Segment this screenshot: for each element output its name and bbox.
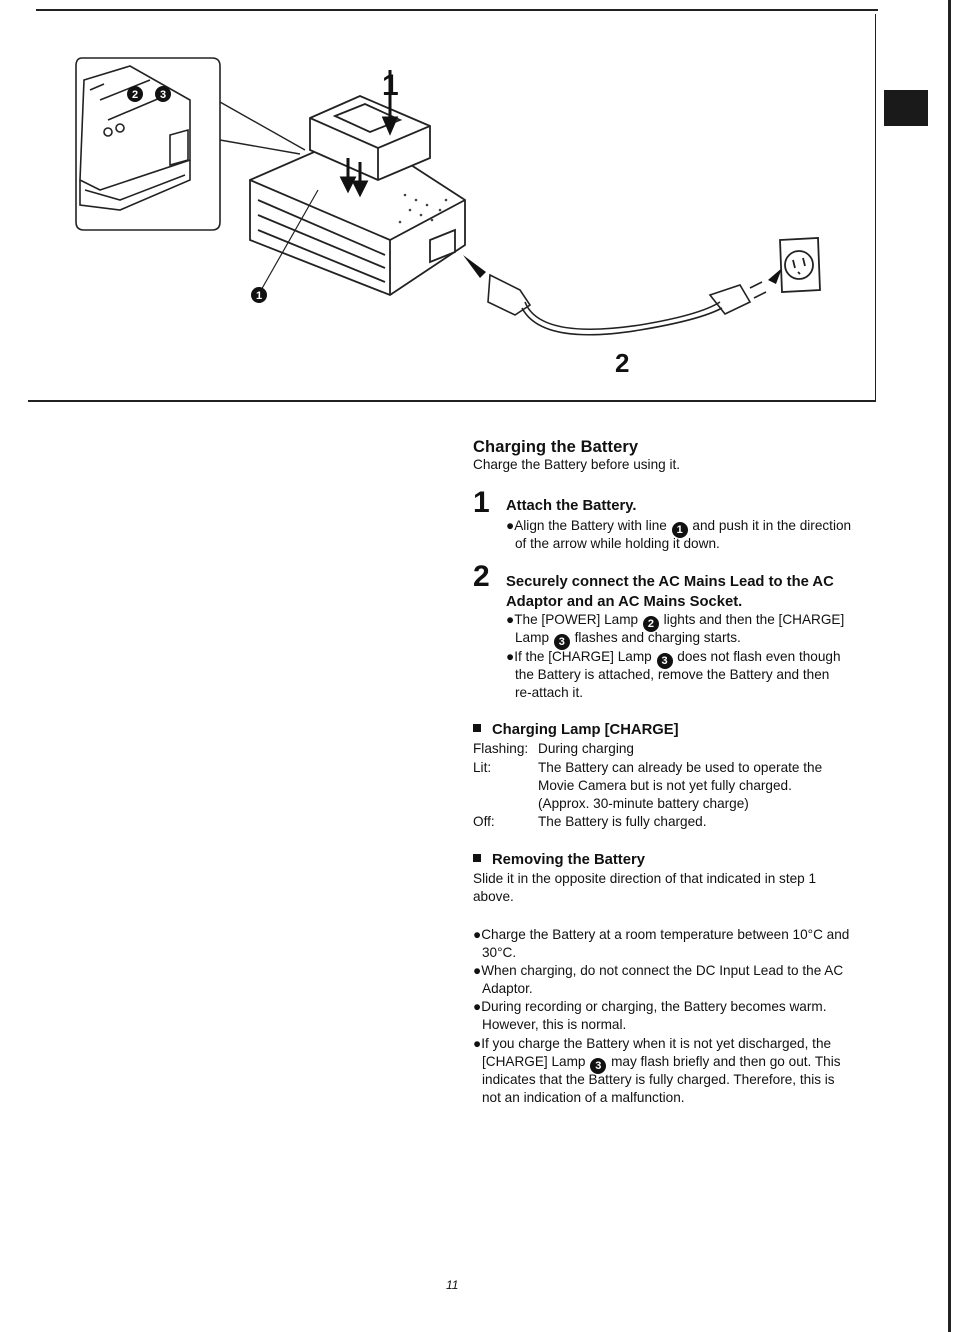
step2-bullet2-line3: re-attach it. bbox=[515, 685, 583, 700]
removing-heading bbox=[473, 850, 645, 870]
ac-mains-socket bbox=[780, 238, 820, 292]
square-bullet-icon bbox=[473, 854, 481, 862]
step1-bullet-line2: of the arrow while holding it down. bbox=[515, 536, 720, 551]
step2-bullet2-line2: the Battery is attached, remove the Battery and then bbox=[515, 667, 830, 682]
callout-3-icon: 3 bbox=[590, 1058, 606, 1074]
step1-bullet-text-a: ●Align the Battery with line bbox=[506, 518, 667, 533]
lamp-desc: Movie Camera but is not yet fully charged. bbox=[538, 778, 792, 793]
lamp-term: Flashing: bbox=[473, 741, 529, 756]
inset-detail bbox=[76, 58, 220, 230]
note2-line1: ●When charging, do not connect the DC Input Lead to the AC bbox=[473, 963, 844, 978]
charging-section bbox=[473, 438, 883, 474]
step2-number: 2 bbox=[473, 560, 490, 593]
page-edge bbox=[948, 0, 951, 1332]
note3-line2: However, this is normal. bbox=[482, 1017, 627, 1032]
callout-1: 1 bbox=[255, 290, 263, 302]
battery-charger-illustration bbox=[60, 40, 850, 380]
lamp-term: Lit: bbox=[473, 760, 492, 775]
page-number: 11 bbox=[446, 1278, 459, 1292]
step2-heading-line2: Adaptor and an AC Mains Socket. bbox=[506, 594, 743, 610]
charging-lamp-heading bbox=[473, 720, 679, 740]
square-bullet-icon bbox=[473, 724, 481, 732]
removing-line1: Slide it in the opposite direction of that indicated in step 1 bbox=[473, 871, 817, 886]
note4-text-a: [CHARGE] Lamp bbox=[482, 1054, 586, 1069]
note1-line2: 30°C. bbox=[482, 945, 517, 960]
figure-bottom-rule bbox=[28, 400, 876, 402]
section-tab-marker bbox=[884, 90, 928, 126]
figure-step1-label: 1 bbox=[382, 69, 399, 102]
note1-line1: ●Charge the Battery at a room temperature between 10°C and bbox=[473, 927, 850, 942]
step2-b1-text-c: Lamp bbox=[515, 630, 550, 645]
note4-text-b: may flash briefly and then go out. This bbox=[611, 1054, 841, 1069]
removing-heading-text: Removing the Battery bbox=[492, 852, 645, 868]
step1-heading: Attach the Battery. bbox=[506, 498, 637, 514]
step2-b2-text-a: ●If the [CHARGE] Lamp bbox=[506, 649, 652, 664]
step2-b1-text-a: ●The [POWER] Lamp bbox=[506, 612, 639, 627]
figure-step2-label: 2 bbox=[615, 348, 630, 378]
removing-line2: above. bbox=[473, 889, 514, 904]
section-intro: Charge the Battery before using it. bbox=[473, 457, 681, 472]
step2-heading-line1: Securely connect the AC Mains Lead to the AC bbox=[506, 574, 834, 590]
step2-bullet1-line2 bbox=[515, 629, 741, 650]
step1-number: 1 bbox=[473, 486, 490, 519]
lamp-desc: During charging bbox=[538, 741, 634, 756]
note4-line1: ●If you charge the Battery when it is not yet discharged, the bbox=[473, 1036, 832, 1051]
lamp-desc: The Battery can already be used to operate the bbox=[538, 760, 823, 775]
note4-line3: indicates that the Battery is fully charged. Therefore, this is bbox=[482, 1072, 835, 1087]
callout-3: 3 bbox=[159, 89, 167, 101]
step2-b2-text-b: does not flash even though bbox=[677, 649, 841, 664]
callout-1-icon: 1 bbox=[672, 522, 688, 538]
step2-b1-text-d: flashes and charging starts. bbox=[574, 630, 741, 645]
charging-lamp-heading-text: Charging Lamp [CHARGE] bbox=[492, 722, 679, 738]
callout-3-icon: 3 bbox=[657, 653, 673, 669]
step1-bullet-text-b: and push it in the direction bbox=[692, 518, 852, 533]
ac-mains-lead bbox=[488, 275, 766, 335]
note2-line2: Adaptor. bbox=[482, 981, 533, 996]
lamp-term: Off: bbox=[473, 814, 495, 829]
callout-2-icon: 2 bbox=[643, 616, 659, 632]
note3-line1: ●During recording or charging, the Battery becomes warm. bbox=[473, 999, 827, 1014]
step2-b1-text-b: lights and then the [CHARGE] bbox=[663, 612, 845, 627]
top-rule bbox=[36, 9, 878, 11]
note4-line4: not an indication of a malfunction. bbox=[482, 1090, 685, 1105]
callout-2: 2 bbox=[131, 89, 139, 101]
section-title: Charging the Battery bbox=[473, 438, 639, 456]
lamp-desc: The Battery is fully charged. bbox=[538, 814, 707, 829]
callout-3-icon: 3 bbox=[554, 634, 570, 650]
lamp-desc: (Approx. 30-minute battery charge) bbox=[538, 796, 749, 811]
figure-right-rule bbox=[875, 14, 876, 402]
